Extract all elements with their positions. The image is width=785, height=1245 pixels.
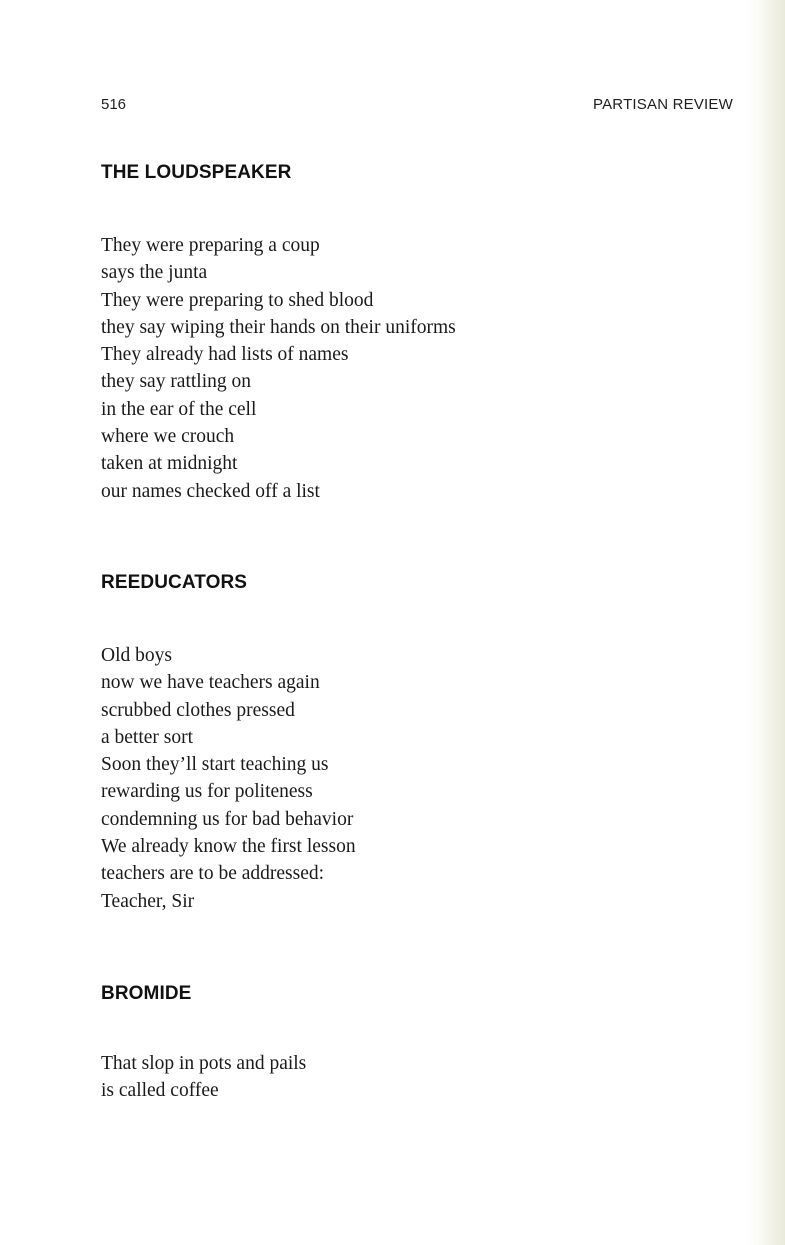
poem-the-loudspeaker (101, 161, 701, 505)
poem-body (101, 642, 701, 915)
poem-line: scrubbed clothes pressed (101, 699, 295, 721)
poem-body (101, 1050, 701, 1105)
poem-line: a better sort (101, 726, 194, 748)
poem-bromide (101, 982, 701, 1105)
poem-title: THE LOUDSPEAKER (101, 162, 292, 183)
poem-line: they say rattling on (101, 371, 252, 393)
poem-line: now we have teachers again (101, 672, 320, 694)
poem-line: is called coffee (101, 1080, 219, 1102)
poem-title: BROMIDE (101, 983, 192, 1004)
poem-line: teachers are to be addressed: (101, 863, 325, 885)
poem-title: REEDUCATORS (101, 572, 248, 593)
running-header (101, 96, 733, 118)
poem-line: They already had lists of names (101, 344, 349, 366)
poem-line: Soon they’ll start teaching us (101, 754, 329, 776)
page-number: 516 (101, 96, 127, 113)
poem-line: condemning us for bad behavior (101, 808, 354, 830)
poem-line: taken at midnight (101, 453, 238, 475)
poem-line: our names checked off a list (101, 480, 320, 502)
poem-line: where we crouch (101, 426, 235, 448)
poem-line: rewarding us for politeness (101, 781, 313, 803)
poem-line: They were preparing a coup (101, 235, 320, 256)
poem-line: That slop in pots and pails (101, 1053, 307, 1074)
poem-line: Teacher, Sir (101, 890, 195, 912)
poem-line: We already know the first lesson (101, 836, 356, 858)
poem-line: Old boys (101, 645, 172, 666)
poem-line: They were preparing to shed blood (101, 289, 374, 311)
poem-body (101, 232, 701, 505)
poem-line: in the ear of the cell (101, 398, 257, 420)
poem-reeducators (101, 571, 701, 915)
poem-line: they say wiping their hands on their uniforms (101, 316, 456, 338)
journal-title: PARTISAN REVIEW (593, 96, 733, 113)
poem-line: says the junta (101, 262, 208, 284)
